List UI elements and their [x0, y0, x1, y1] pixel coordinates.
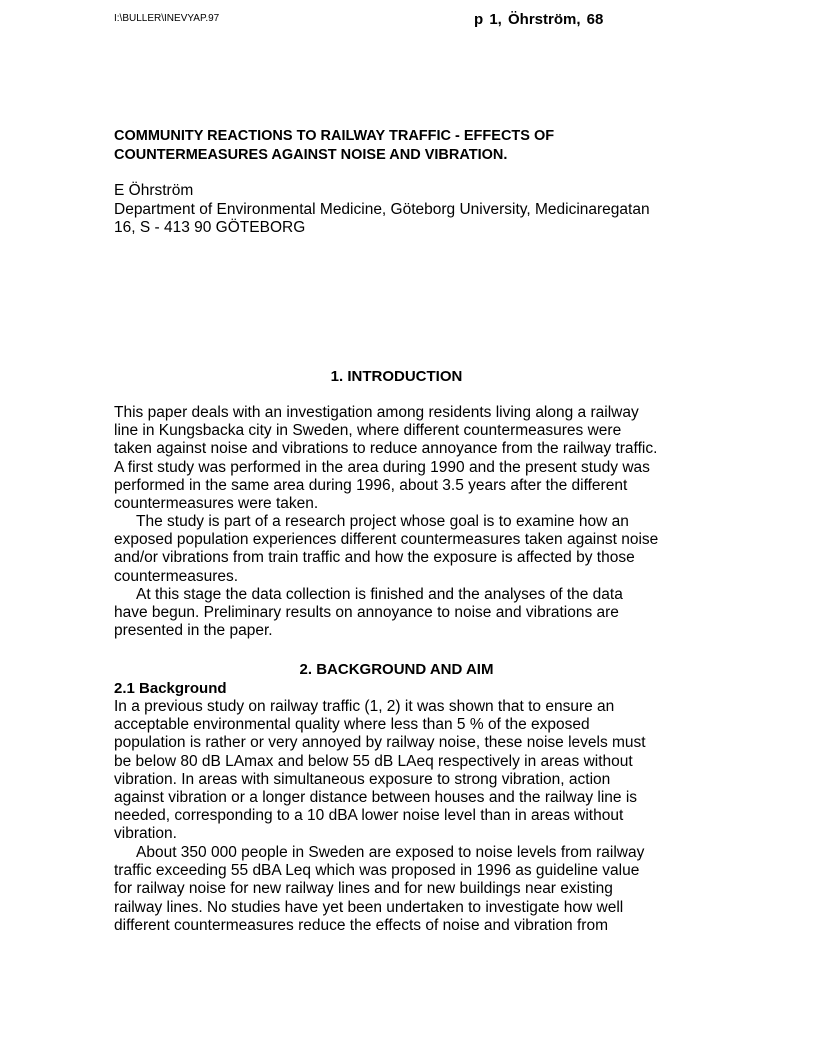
text-line: This paper deals with an investigation among residents living along a railway — [114, 404, 639, 421]
text-line: performed in the same area during 1996, about 3.5 years after the different — [114, 476, 628, 494]
text-line: exposed population experiences different countermeasures taken against noise — [114, 531, 659, 549]
text-line: taken against noise and vibrations to reduce annoyance from the railway traffic. — [114, 440, 658, 458]
text-line: countermeasures were taken. — [114, 495, 319, 513]
author-affiliation-line: Department of Environmental Medicine, Göteborg University, Medicinaregatan — [114, 200, 650, 218]
text-line: different countermeasures reduce the effects of noise and vibration from — [114, 916, 608, 934]
text-line: In a previous study on railway traffic (1, 2) it was shown that to ensure an — [114, 698, 615, 715]
author-affiliation-line: 16, S - 413 90 GÖTEBORG — [114, 219, 306, 236]
text-line: have begun. Preliminary results on annoyance to noise and vibrations are — [114, 604, 619, 622]
title-line: COMMUNITY REACTIONS TO RAILWAY TRAFFIC - EFFECTS OF — [114, 128, 555, 144]
introduction-paragraph-1 — [114, 404, 694, 513]
text-line: for railway noise for new railway lines and for new buildings near existing — [114, 880, 613, 898]
text-line: The study is part of a research project whose goal is to examine how an — [136, 513, 629, 530]
text-line: vibration. — [114, 825, 177, 843]
title-line: COUNTERMEASURES AGAINST NOISE AND VIBRATION. — [114, 147, 508, 163]
text-line: railway lines. No studies have yet been undertaken to investigate how well — [114, 898, 624, 916]
text-line: At this stage the data collection is finished and the analyses of the data — [136, 586, 623, 603]
text-line: acceptable environmental quality where less than 5 % of the exposed — [114, 716, 590, 734]
file-path: I:\BULLER\INEVYAP.97 — [114, 13, 220, 24]
page-reference: p 1, Öhrström, 68 — [474, 11, 604, 28]
text-line: line in Kungsbacka city in Sweden, where different countermeasures were — [114, 422, 622, 440]
section-heading-background-and-aim: 2. BACKGROUND AND AIM — [299, 661, 494, 678]
text-line: traffic exceeding 55 dBA Leq which was proposed in 1996 as guideline value — [114, 862, 640, 880]
section-heading-introduction: 1. INTRODUCTION — [330, 368, 463, 385]
introduction-paragraph-3 — [114, 586, 694, 641]
author-block — [114, 182, 650, 238]
text-line: vibration. In areas with simultaneous exposure to strong vibration, action — [114, 770, 611, 788]
paper-title — [114, 127, 554, 165]
subsection-heading-background: 2.1 Background — [114, 680, 227, 697]
text-line: be below 80 dB LAmax and below 55 dB LAeq respectively in areas without — [114, 752, 633, 770]
text-line: countermeasures. — [114, 567, 239, 585]
background-paragraph-1 — [114, 698, 694, 844]
text-line: and/or vibrations from train traffic and how the exposure is affected by those — [114, 549, 635, 567]
text-line: A first study was performed in the area during 1990 and the present study was — [114, 458, 650, 476]
background-paragraph-2 — [114, 844, 694, 935]
author-name: E Öhrström — [114, 182, 194, 199]
text-line: needed, corresponding to a 10 dBA lower noise level than in areas without — [114, 807, 624, 825]
introduction-paragraph-2 — [114, 513, 694, 586]
text-line: population is rather or very annoyed by railway noise, these noise levels must — [114, 734, 646, 752]
text-line: presented in the paper. — [114, 622, 273, 640]
text-line: About 350 000 people in Sweden are exposed to noise levels from railway — [136, 844, 645, 861]
text-line: against vibration or a longer distance between houses and the railway line is — [114, 789, 638, 807]
